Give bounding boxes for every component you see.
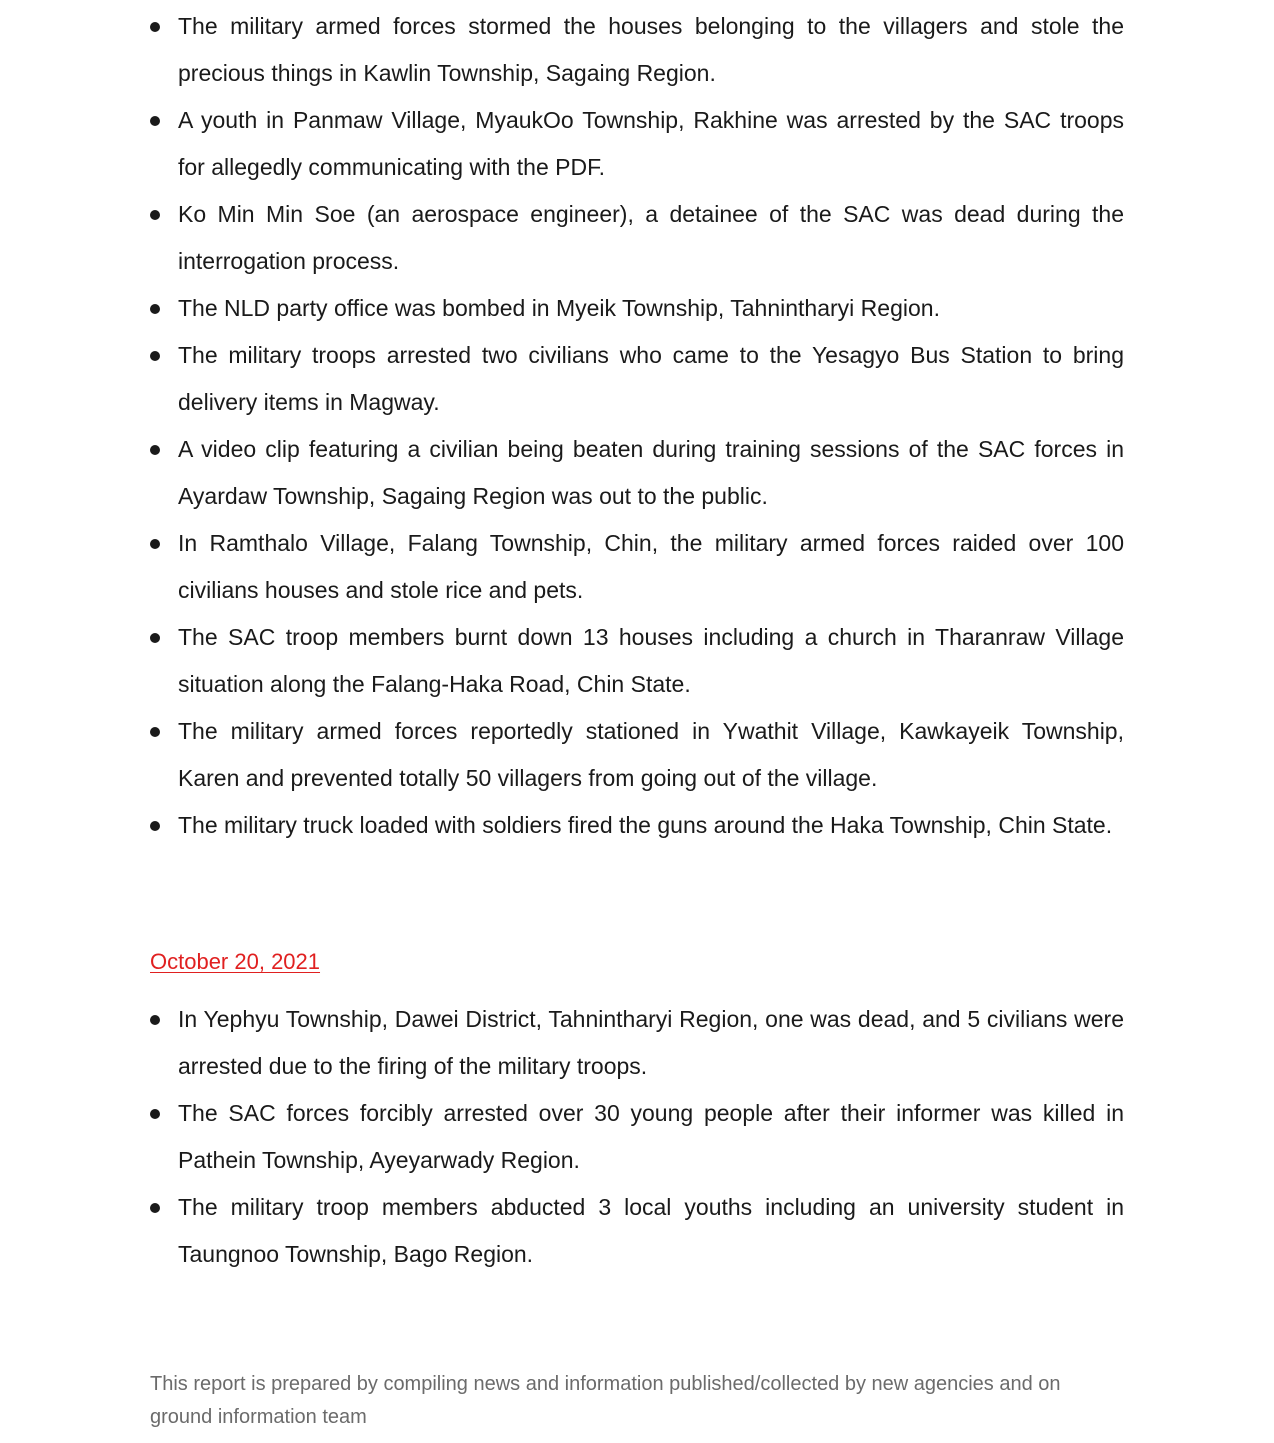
incident-item (150, 520, 1124, 614)
bullet-icon (150, 22, 160, 32)
bullet-icon (150, 539, 160, 549)
incident-text: In Ramthalo Village, Falang Township, Chin, the military armed forces raided over 100 civilians houses and stole rice and pets. (178, 530, 1124, 603)
incident-text: Ko Min Min Soe (an aerospace engineer), a detainee of the SAC was dead during the interrogation process. (178, 201, 1124, 274)
bullet-icon (150, 1203, 160, 1213)
bullet-icon (150, 304, 160, 314)
bullet-icon (150, 210, 160, 220)
incident-text: The military armed forces reportedly stationed in Ywathit Village, Kawkayeik Township, Karen and prevented totally 50 villagers from going out of the village. (178, 718, 1124, 791)
incident-item (150, 1090, 1124, 1184)
incident-text: The military truck loaded with soldiers fired the guns around the Haka Township, Chin State. (178, 812, 1113, 838)
bullet-icon (150, 1109, 160, 1119)
incident-text: The SAC troop members burnt down 13 houses including a church in Tharanraw Village situation along the Falang-Haka Road, Chin State. (178, 624, 1124, 697)
bullet-icon (150, 821, 160, 831)
incident-text: The NLD party office was bombed in Myeik Township, Tahnintharyi Region. (178, 295, 940, 321)
incident-item (150, 332, 1124, 426)
incident-item (150, 97, 1124, 191)
bullet-icon (150, 1015, 160, 1025)
bullet-icon (150, 116, 160, 126)
incident-text: In Yephyu Township, Dawei District, Tahnintharyi Region, one was dead, and 5 civilians were arrested due to the firing of the military troops. (178, 1006, 1124, 1079)
incident-text: The military armed forces stormed the houses belonging to the villagers and stole the precious things in Kawlin Township, Sagaing Region. (178, 13, 1124, 86)
incident-item (150, 614, 1124, 708)
incident-item (150, 426, 1124, 520)
bullet-icon (150, 633, 160, 643)
incident-list-previous-day (150, 3, 1124, 849)
incident-list-october-20 (150, 996, 1124, 1278)
incident-item (150, 708, 1124, 802)
incident-text: A youth in Panmaw Village, MyaukOo Township, Rakhine was arrested by the SAC troops for allegedly communicating with the PDF. (178, 107, 1124, 180)
bullet-icon (150, 351, 160, 361)
incident-item (150, 191, 1124, 285)
date-heading: October 20, 2021 (150, 949, 321, 974)
incident-item (150, 802, 1124, 849)
incident-text: The military troop members abducted 3 local youths including an university student in Taungnoo Township, Bago Region. (178, 1194, 1124, 1267)
incident-text: The SAC forces forcibly arrested over 30 young people after their informer was killed in Pathein Township, Ayeyarwady Region. (178, 1100, 1124, 1173)
footer-note: This report is prepared by compiling news and information published/collected by new agencies and on ground information team (150, 1373, 1061, 1428)
bullet-icon (150, 445, 160, 455)
incident-item (150, 3, 1124, 97)
incident-text: The military troops arrested two civilians who came to the Yesagyo Bus Station to bring delivery items in Magway. (178, 342, 1124, 415)
incident-text: A video clip featuring a civilian being beaten during training sessions of the SAC forces in Ayardaw Township, Sagaing Region was out to the public. (178, 436, 1124, 509)
bullet-icon (150, 727, 160, 737)
incident-item (150, 1184, 1124, 1278)
incident-item (150, 996, 1124, 1090)
incident-item (150, 285, 1124, 332)
